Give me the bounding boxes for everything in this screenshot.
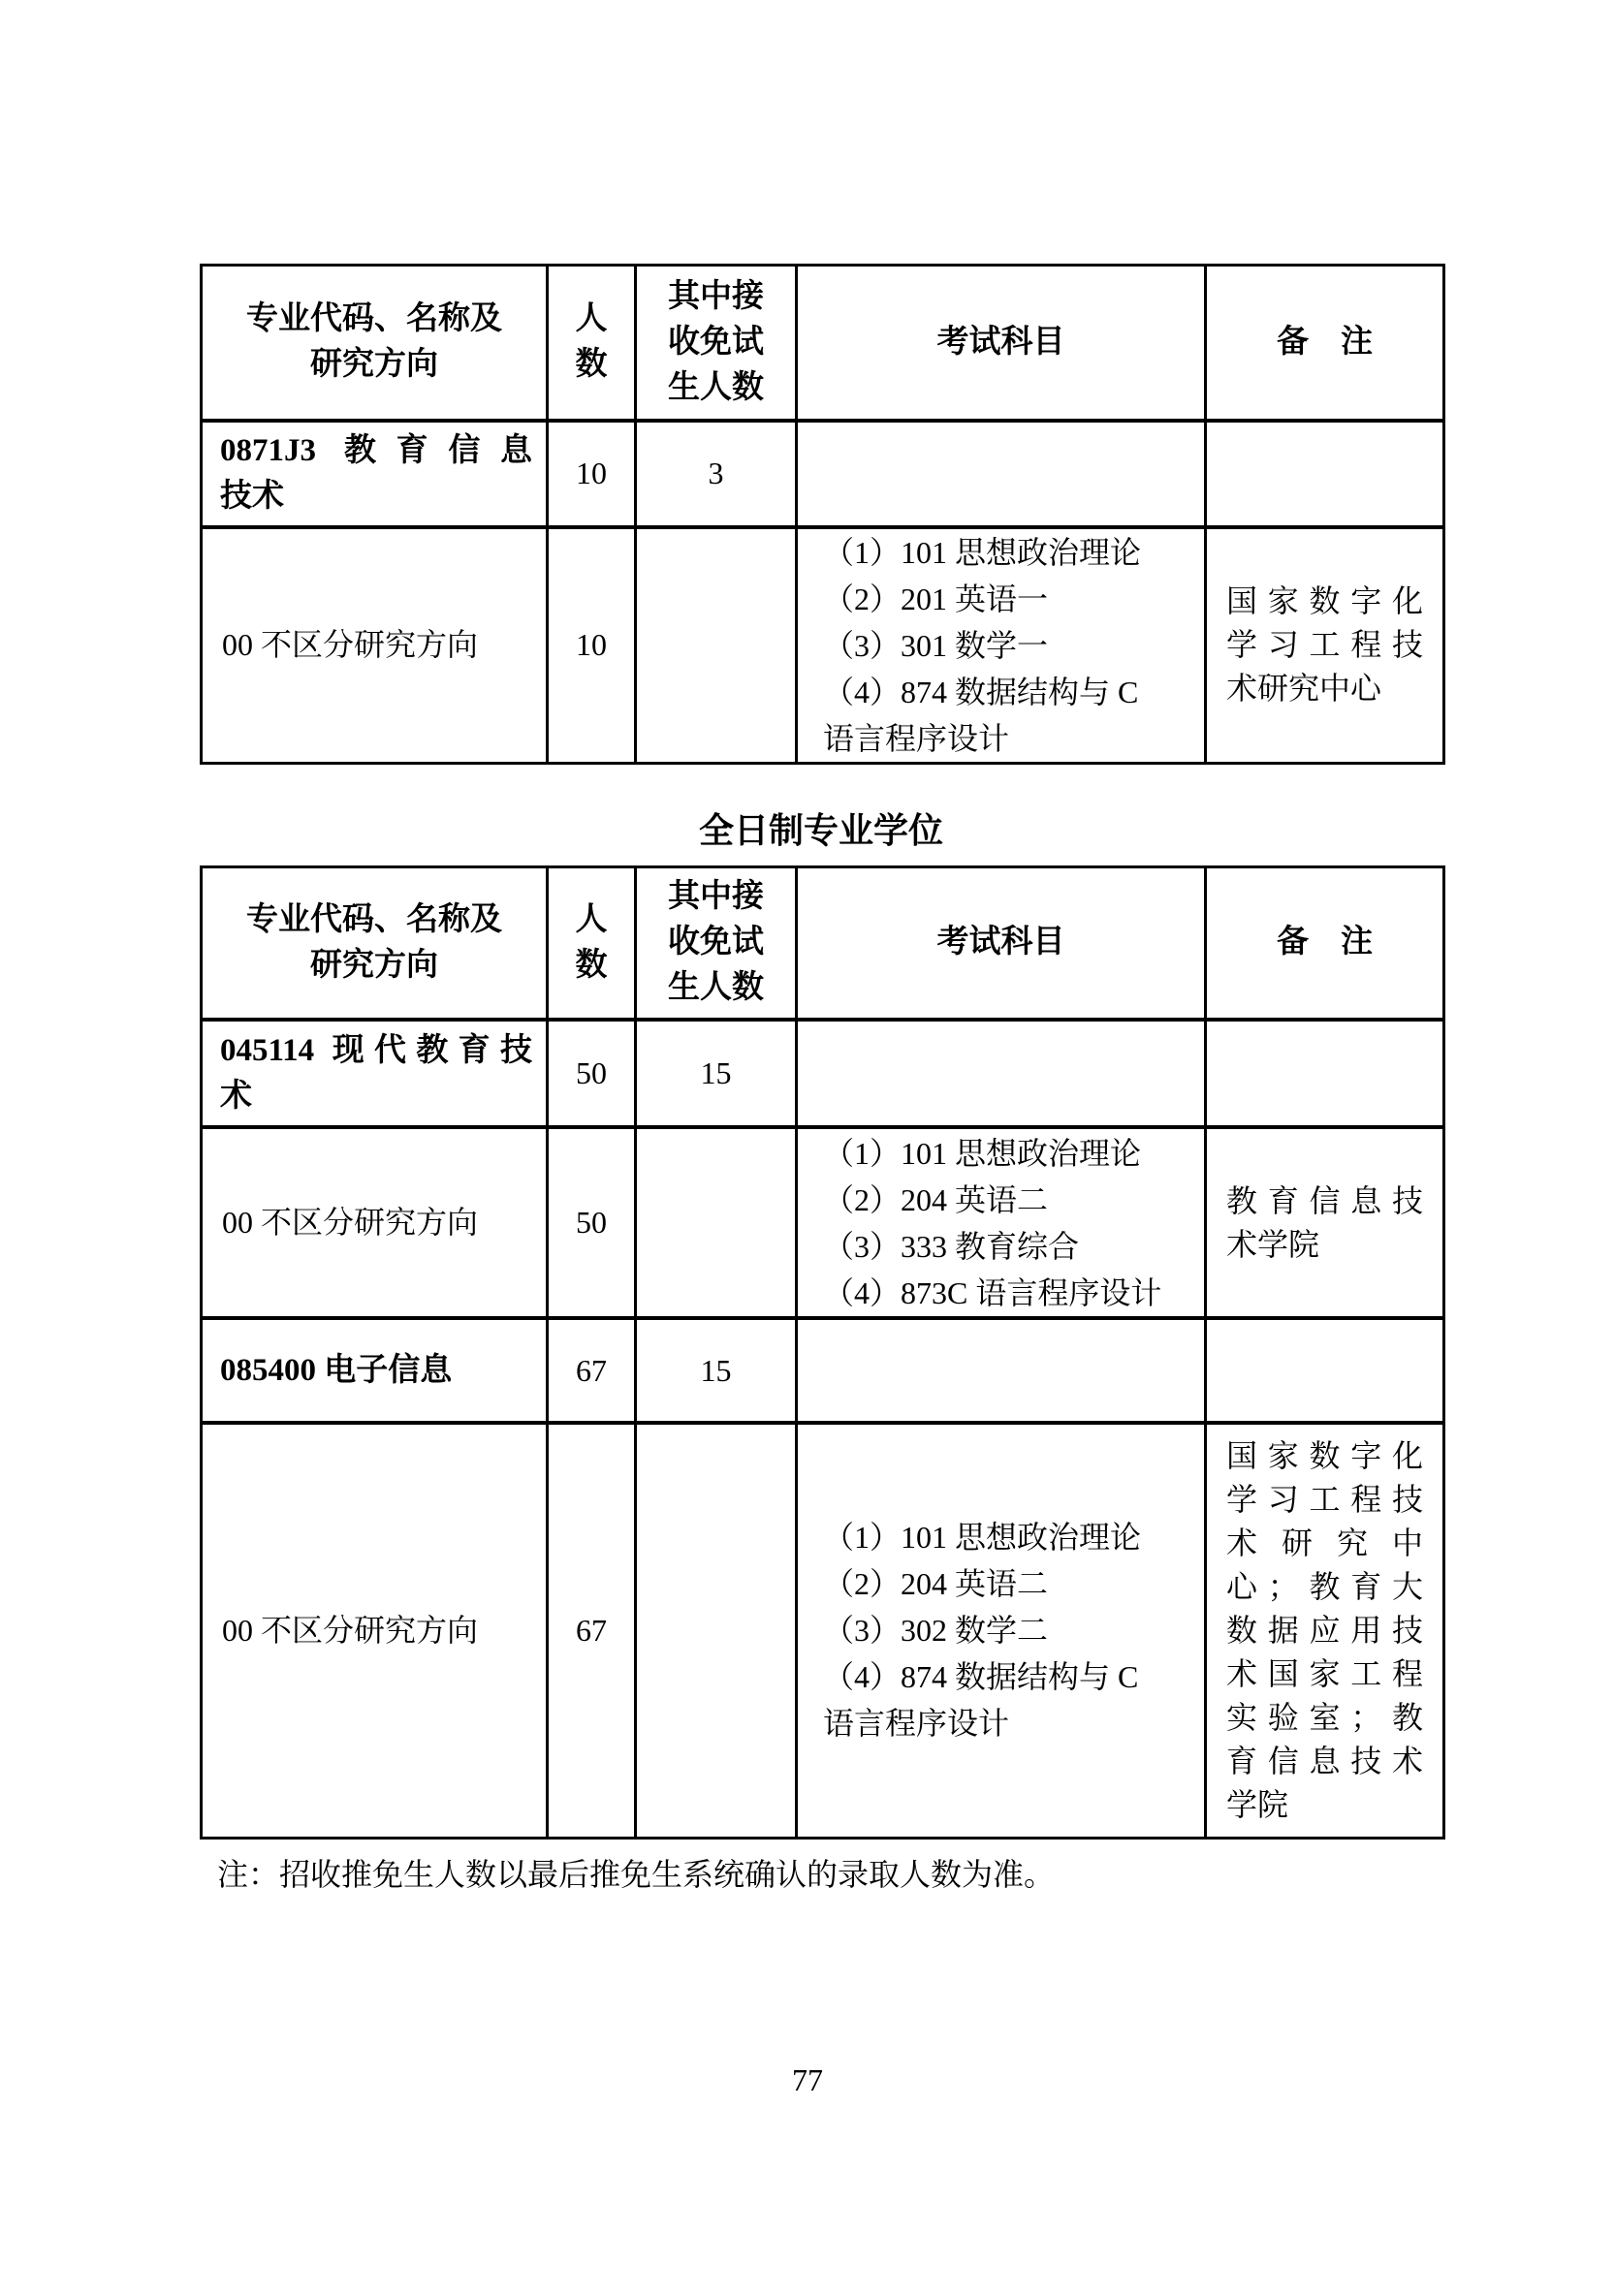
program-name-line: 045114 现代教育技 [220, 1032, 532, 1068]
exam-subjects-cell [797, 1127, 1206, 1318]
exam-subject-line: （4）873C 语言程序设计 [823, 1274, 1162, 1310]
header-exempt [636, 866, 797, 1020]
exempt-count-cell [636, 527, 797, 764]
remark-line: 术研究中心 [1226, 671, 1382, 706]
header-exempt-line3: 生人数 [668, 369, 764, 405]
header-program-line2: 研究方向 [310, 347, 438, 383]
header-program [202, 266, 548, 421]
exam-subject-line: （1）101 思想政治理论 [823, 534, 1142, 570]
exempt-count-cell [636, 1423, 797, 1838]
exempt-count-cell: 15 [636, 1318, 797, 1423]
count-cell: 50 [548, 1020, 636, 1127]
remarks-cell [1206, 1423, 1444, 1838]
count-cell: 10 [548, 527, 636, 764]
exam-subjects-cell [797, 1423, 1206, 1838]
page-number: 77 [792, 2062, 823, 2097]
header-exam-subjects: 考试科目 [797, 266, 1206, 421]
table-row-direction-00 [202, 1423, 1444, 1838]
header-count-line1: 人 [575, 901, 608, 937]
footnote: 注：招收推免生人数以最后推免生系统确认的录取人数为准。 [217, 1856, 1056, 1892]
remark-line: 学院 [1226, 1786, 1289, 1822]
header-exam-subjects: 考试科目 [797, 866, 1206, 1020]
header-exempt-line1: 其中接 [668, 879, 764, 915]
exempt-count-cell: 15 [636, 1020, 797, 1127]
direction-cell: 00 不区分研究方向 [202, 1127, 548, 1318]
exam-subject-line: （2）204 英语二 [823, 1566, 1049, 1602]
header-exempt-line2: 收免试 [668, 925, 764, 960]
header-exempt-line3: 生人数 [668, 970, 764, 1006]
header-count [548, 266, 636, 421]
exam-subject-line: （2）204 英语二 [823, 1181, 1049, 1217]
program-name-line: 085400 电子信息 [220, 1352, 453, 1388]
header-exempt [636, 266, 797, 421]
admissions-table-professional [200, 865, 1445, 1840]
program-name-line: 术 [220, 1078, 252, 1114]
header-program-line1: 专业代码、名称及 [246, 901, 502, 937]
remark-line: 术国家工程 [1226, 1655, 1423, 1691]
exam-subject-line: （1）101 思想政治理论 [823, 1520, 1142, 1556]
remark-line: 学习工程技 [1226, 627, 1423, 662]
exam-subject-line: （4）874 数据结构与 C [823, 1659, 1139, 1695]
page-content [200, 264, 1442, 1897]
exempt-count-cell: 3 [636, 421, 797, 527]
header-exempt-line1: 其中接 [668, 278, 764, 314]
exam-subject-line: （3）301 数学一 [823, 627, 1049, 663]
count-cell: 67 [548, 1423, 636, 1838]
section-title: 全日制专业学位 [698, 810, 943, 850]
remarks-cell [1206, 1318, 1444, 1423]
header-remarks: 备 注 [1206, 866, 1444, 1020]
remark-line: 国家数字化 [1226, 1437, 1423, 1473]
remark-line: 教育信息技 [1226, 1182, 1423, 1218]
header-remarks: 备 注 [1206, 266, 1444, 421]
header-count-line2: 数 [575, 347, 608, 383]
exam-subject-line: 语言程序设计 [823, 1706, 1010, 1742]
exam-subject-line: （3）333 教育综合 [823, 1228, 1080, 1264]
count-cell: 50 [548, 1127, 636, 1318]
admissions-table-academic [200, 264, 1445, 765]
table-row-program-085400 [202, 1318, 1444, 1423]
exam-subjects-cell [797, 1318, 1206, 1423]
exam-subjects-cell [797, 421, 1206, 527]
exam-subject-line: 语言程序设计 [823, 720, 1010, 756]
remarks-cell [1206, 421, 1444, 527]
direction-cell: 00 不区分研究方向 [202, 527, 548, 764]
program-name-line: 技术 [220, 478, 284, 514]
exam-subject-line: （2）201 英语一 [823, 581, 1049, 616]
remark-line: 心；教育大 [1226, 1568, 1423, 1604]
table-row-program-045114 [202, 1020, 1444, 1127]
header-program [202, 866, 548, 1020]
exam-subject-line: （3）302 数学二 [823, 1613, 1049, 1649]
program-name-line: 0871J3 教育信息 [220, 432, 532, 468]
remarks-cell [1206, 1020, 1444, 1127]
exam-subjects-cell [797, 527, 1206, 764]
direction-cell: 00 不区分研究方向 [202, 1423, 548, 1838]
header-program-line1: 专业代码、名称及 [246, 301, 502, 337]
remark-line: 术研究中 [1226, 1525, 1423, 1560]
table-row-direction-00 [202, 1127, 1444, 1318]
remarks-cell [1206, 527, 1444, 764]
header-count-line2: 数 [575, 947, 608, 983]
program-name-cell [202, 1318, 548, 1423]
remark-line: 学习工程技 [1226, 1481, 1423, 1517]
exam-subjects-cell [797, 1020, 1206, 1127]
header-exempt-line2: 收免试 [668, 324, 764, 360]
remark-line: 数据应用技 [1226, 1612, 1423, 1648]
header-program-line2: 研究方向 [310, 947, 438, 983]
exempt-count-cell [636, 1127, 797, 1318]
count-cell: 10 [548, 421, 636, 527]
header-count-line1: 人 [575, 301, 608, 337]
remark-line: 国家数字化 [1226, 583, 1423, 618]
table-header-row [202, 266, 1444, 421]
exam-subject-line: （4）874 数据结构与 C [823, 674, 1139, 709]
header-count [548, 866, 636, 1020]
remark-line: 实验室；教 [1226, 1699, 1423, 1735]
exam-subject-line: （1）101 思想政治理论 [823, 1135, 1142, 1171]
program-name-cell [202, 1020, 548, 1127]
count-cell: 67 [548, 1318, 636, 1423]
table-row-program-0871J3 [202, 421, 1444, 527]
remarks-cell [1206, 1127, 1444, 1318]
program-name-cell [202, 421, 548, 527]
remark-line: 育信息技术 [1226, 1743, 1423, 1778]
remark-line: 术学院 [1226, 1226, 1320, 1262]
table-header-row [202, 866, 1444, 1020]
table-row-direction-00 [202, 527, 1444, 764]
